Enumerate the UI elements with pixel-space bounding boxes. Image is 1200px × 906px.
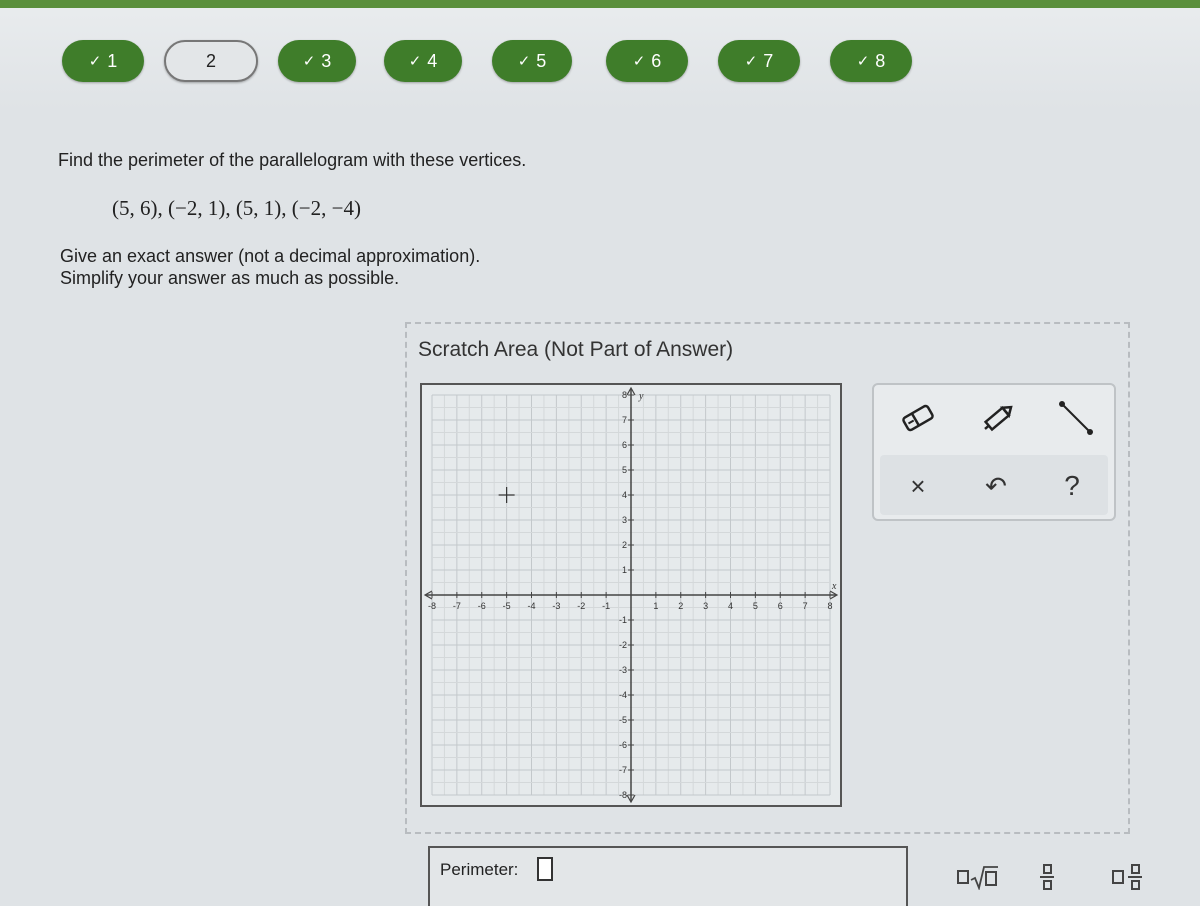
check-icon: ✓ [302,53,316,70]
question-number: 4 [427,50,438,71]
y-tick-label: 6 [621,440,627,450]
perimeter-input[interactable] [537,857,553,881]
coordinate-grid[interactable] [422,385,840,805]
placeholder-box-icon [957,870,969,884]
question-button-7[interactable] [718,40,800,82]
check-icon: ✓ [408,53,422,70]
numerator-box-icon [1131,864,1140,874]
question-number: 6 [651,50,662,71]
y-tick-label: -3 [618,665,627,675]
mixed-fraction-icon [1128,864,1142,890]
x-tick-label: -6 [477,601,486,611]
x-axis-label: x [832,581,837,592]
check-icon: ✓ [744,53,758,70]
x-tick-label: 1 [653,601,659,611]
line-segment-icon[interactable] [1054,396,1098,440]
x-tick-label: -4 [527,601,536,611]
top-accent-strip [0,0,1200,8]
question-number: 1 [107,50,118,71]
question-button-2[interactable] [164,40,258,82]
sqrt-tool-button[interactable] [950,862,1006,892]
y-tick-label: -1 [618,615,627,625]
x-tick-label: 6 [777,601,783,611]
y-tick-label: 5 [621,465,627,475]
numerator-box-icon [1043,864,1052,874]
y-tick-label: -4 [618,690,627,700]
check-icon: ✓ [632,53,646,70]
question-button-4[interactable] [384,40,462,82]
y-tick-label: -7 [618,765,627,775]
x-tick-label: -8 [427,601,437,611]
graph-panel[interactable] [420,383,842,807]
question-number: 2 [205,50,216,71]
undo-icon[interactable]: ↶ [985,470,1007,501]
y-tick-label: 1 [621,565,627,575]
eraser-icon[interactable] [896,396,940,440]
question-prompt: Find the perimeter of the parallelogram with these vertices. [58,150,527,170]
x-tick-label: 2 [678,601,684,611]
instruction-exact: Give an exact answer (not a decimal approximation). [60,246,481,266]
whole-box-icon [1112,870,1124,884]
check-icon: ✓ [88,53,102,70]
fraction-bar-icon [1040,876,1054,878]
x-tick-label: 4 [727,601,734,611]
question-button-8[interactable] [830,40,912,82]
y-tick-label: 7 [621,415,627,425]
x-tick-label: -7 [452,601,461,611]
y-tick-label: 3 [621,515,627,525]
scratch-area-title: Scratch Area (Not Part of Answer) [418,338,734,361]
sqrt-icon [969,864,999,890]
y-tick-label: -8 [618,790,627,800]
question-button-3[interactable] [278,40,356,82]
question-number: 3 [321,50,332,71]
y-tick-label: 8 [621,390,627,400]
check-icon: ✓ [517,53,531,70]
x-tick-label: -5 [502,601,511,611]
x-tick-label: 3 [703,601,709,611]
clear-icon[interactable]: × [910,470,926,501]
help-icon[interactable]: ? [1064,470,1080,501]
x-tick-label: -1 [602,601,611,611]
perimeter-label: Perimeter: [440,860,519,879]
question-vertices: (5, 6), (−2, 1), (5, 1), (−2, −4) [112,196,361,220]
x-tick-label: 5 [752,601,758,611]
y-axis-label: y [639,391,644,402]
question-number: 7 [763,50,774,71]
x-tick-label: -3 [552,601,561,611]
question-button-6[interactable] [606,40,688,82]
mixed-number-tool-button[interactable] [1104,862,1150,892]
question-instructions [60,245,480,289]
pencil-icon[interactable] [976,396,1020,440]
x-tick-label: -2 [577,601,586,611]
denominator-box-icon [1043,880,1052,890]
x-tick-label: 8 [827,601,833,611]
question-number: 5 [536,50,547,71]
denominator-box-icon [1131,880,1140,890]
y-tick-label: 4 [621,490,627,500]
y-tick-label: -5 [618,715,627,725]
y-tick-label: -6 [618,740,627,750]
fraction-tool-button[interactable] [1032,862,1062,892]
instruction-simplify: Simplify your answer as much as possible. [60,268,400,288]
question-button-1[interactable] [62,40,144,82]
question-number: 8 [875,50,886,71]
question-button-5[interactable] [492,40,572,82]
check-icon: ✓ [856,53,870,70]
x-tick-label: 7 [802,601,808,611]
fraction-bar-icon [1128,876,1142,878]
y-tick-label: -2 [618,640,627,650]
y-tick-label: 2 [621,540,627,550]
